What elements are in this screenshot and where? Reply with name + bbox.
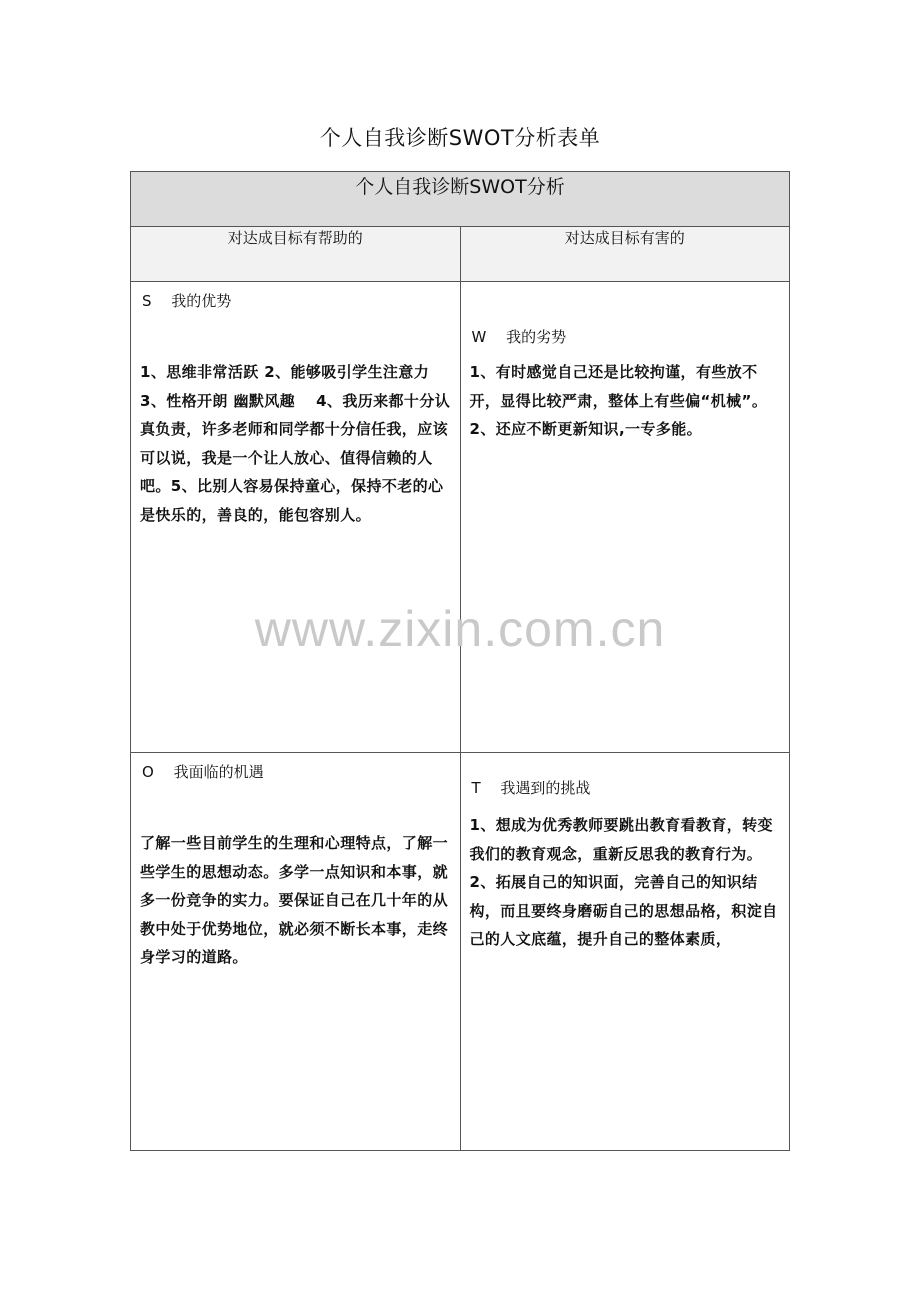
row-external	[131, 753, 790, 1151]
weaknesses-title: W 我的劣势	[471, 328, 567, 346]
column-header-helpful: 对达成目标有帮助的	[131, 227, 461, 282]
table-heading-row	[131, 172, 790, 227]
threats-title: T 我遇到的挑战	[471, 779, 591, 797]
row-internal	[131, 282, 790, 753]
opportunities-cell	[131, 753, 461, 1151]
table-heading: 个人自我诊断SWOT分析	[131, 172, 790, 227]
weaknesses-cell	[460, 282, 790, 753]
strengths-text: 1、思维非常活跃 2、能够吸引学生注意力 3、性格开朗 幽默风趣 4、我历来都十分认真负责，许多老师和同学都十分信任我，应该可以说，我是一个让人放心、值得信赖的人吧。5、比别人容易保持童心，保持不老的心是快乐的，善良的，能包容别人。	[140, 363, 451, 524]
document-title: 个人自我诊断SWOT分析表单	[319, 126, 601, 150]
opportunities-title: O 我面临的机遇	[142, 763, 264, 781]
swot-table	[130, 171, 790, 1151]
strengths-title: S 我的优势	[142, 292, 232, 310]
threats-text: 1、想成为优秀教师要跳出教育看教育，转变我们的教育观念，重新反思我的教育行为。2、拓展自己的知识面，完善自己的知识结构，而且要终身磨砺自己的思想品格，积淀自己的人文底蕴，提升自己的整体素质，	[469, 816, 778, 948]
watermark: www.zixin.com.cn	[254, 601, 666, 657]
threats-cell	[460, 753, 790, 1151]
column-header-harmful: 对达成目标有害的	[460, 227, 790, 282]
opportunities-text: 了解一些目前学生的生理和心理特点，了解一些学生的思想动态。多学一点知识和本事，就多一份竞争的实力。要保证自己在几十年的从教中处于优势地位，就必须不断长本事，走终身学习的道路。	[140, 834, 449, 966]
strengths-cell	[131, 282, 461, 753]
column-header-row	[131, 227, 790, 282]
weaknesses-text: 1、有时感觉自己还是比较拘谨，有些放不开，显得比较严肃，整体上有些偏“机械”。2、还应不断更新知识,一专多能。	[469, 363, 768, 438]
